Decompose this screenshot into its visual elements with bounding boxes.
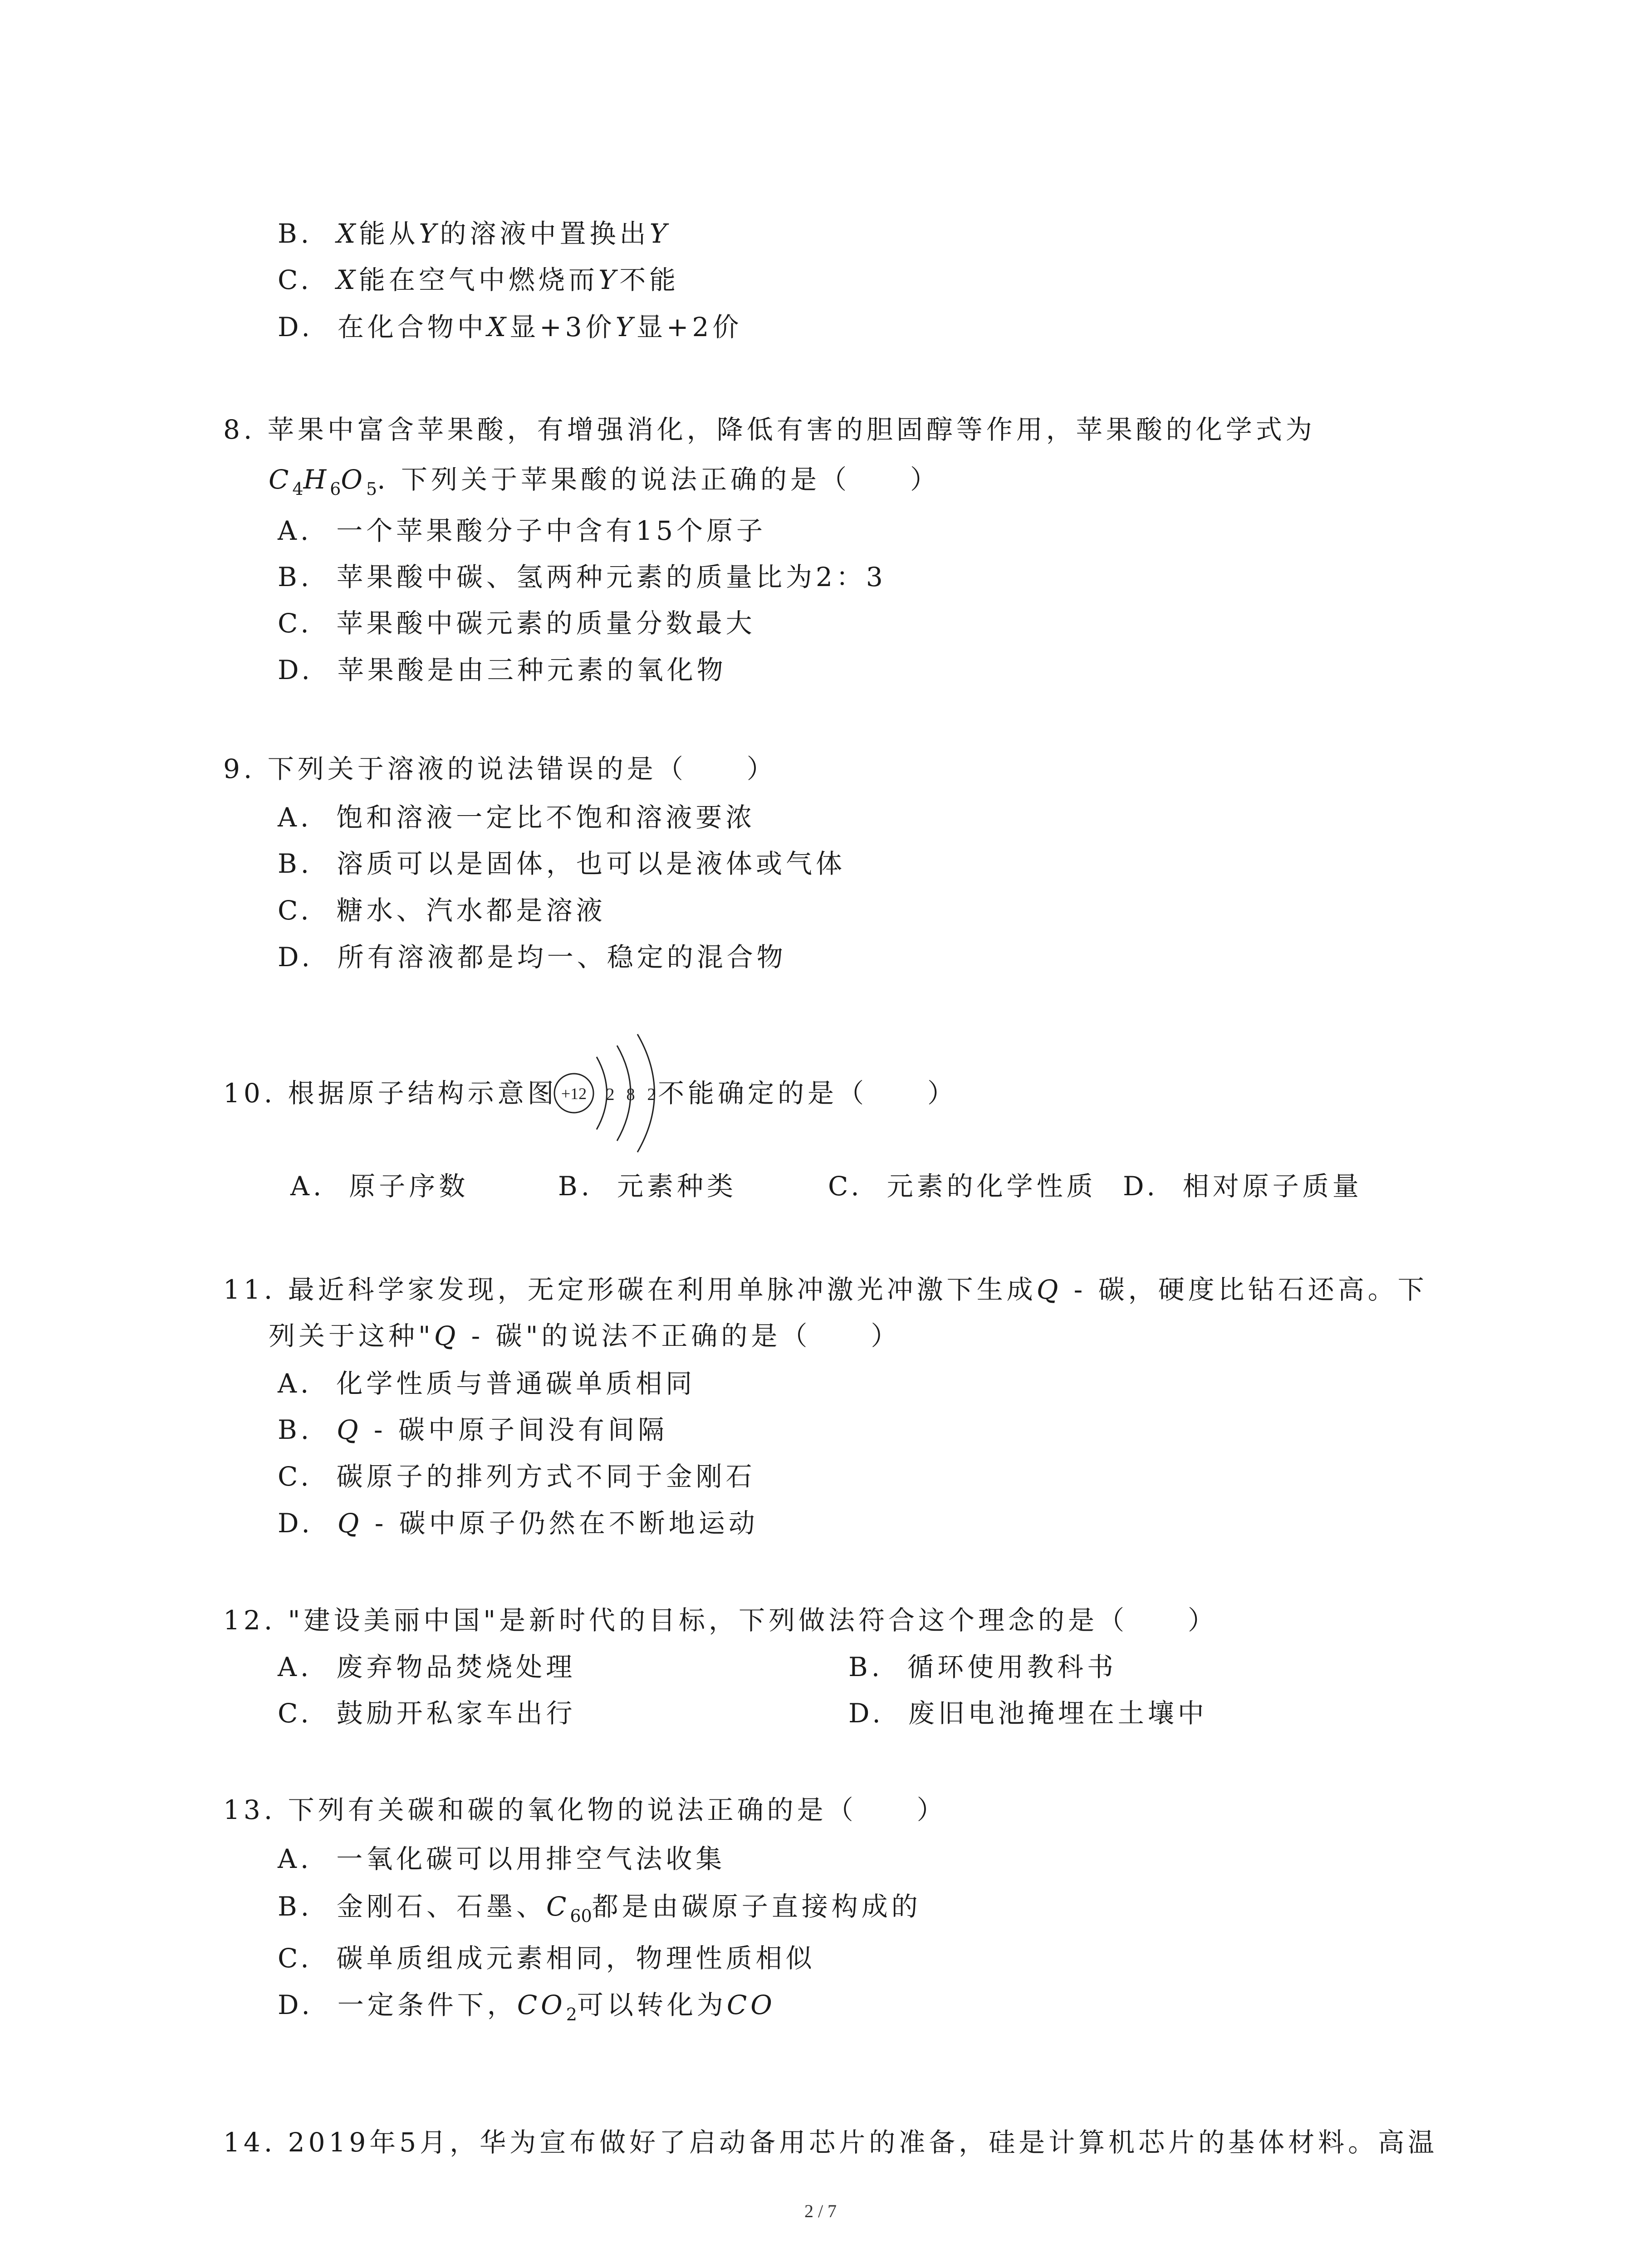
q12-option-c: C. 鼓励开私家车出行 bbox=[278, 1698, 576, 1729]
q10-stem-part2: 不能确定的是（ ） bbox=[658, 1078, 958, 1109]
q8-option-b: B. 苹果酸中碳、氢两种元素的质量比为2：3 bbox=[278, 562, 887, 592]
shell-3-electrons: 2 bbox=[647, 1085, 656, 1104]
q11-option-c: C. 碳原子的排列方式不同于金刚石 bbox=[278, 1461, 756, 1492]
q8-option-a: A. 一个苹果酸分子中含有15个原子 bbox=[278, 515, 767, 546]
q9-option-b: B. 溶质可以是固体，也可以是液体或气体 bbox=[278, 848, 846, 879]
q12-option-d: D. 废旧电池掩埋在土壤中 bbox=[848, 1698, 1208, 1729]
q10-option-c: C. 元素的化学性质 bbox=[828, 1171, 1097, 1202]
shell-1-electrons: 2 bbox=[606, 1085, 615, 1104]
q9-option-c: C. 糖水、汽水都是溶液 bbox=[278, 895, 606, 926]
q14-stem: 14. 2019年5月，华为宣布做好了启动备用芯片的准备，硅是计算机芯片的基体材料。高温 bbox=[223, 2127, 1438, 2158]
q8-option-c: C. 苹果酸中碳元素的质量分数最大 bbox=[278, 608, 756, 639]
formula-h: H bbox=[303, 464, 330, 495]
formula-c: C bbox=[269, 464, 293, 495]
q13-option-c: C. 碳单质组成元素相同，物理性质相似 bbox=[278, 1943, 816, 1974]
q10-stem-part1: 10. 根据原子结构示意图 bbox=[223, 1078, 558, 1109]
q8-option-d: D. 苹果酸是由三种元素的氧化物 bbox=[278, 655, 727, 685]
q11-stem-line2: 列关于这种"Q - 碳"的说法不正确的是（ ） bbox=[269, 1320, 901, 1351]
q9-option-d: D. 所有溶液都是均一、稳定的混合物 bbox=[278, 942, 787, 973]
nucleus-charge: +12 bbox=[561, 1085, 587, 1103]
q10-option-b: B. 元素种类 bbox=[558, 1171, 737, 1202]
q8-stem-line2: $C_4H_6O_5$. 下列关于苹果酸的说法正确的是（ ） bbox=[269, 464, 940, 499]
q12-stem: 12. "建设美丽中国"是新时代的目标，下列做法符合这个理念的是（ ） bbox=[223, 1605, 1218, 1636]
q7-option-c: C. X能在空气中燃烧而Y不能 bbox=[278, 264, 680, 295]
q11-option-a: A. 化学性质与普通碳单质相同 bbox=[278, 1368, 696, 1399]
q9-stem: 9. 下列关于溶液的说法错误的是（ ） bbox=[223, 753, 777, 784]
q11-option-d: D. Q - 碳中原子仍然在不断地运动 bbox=[278, 1508, 759, 1539]
q13-option-d: D. 一定条件下，$CO_2$可以转化为CO bbox=[278, 1989, 776, 2024]
formula-o: O bbox=[341, 464, 366, 495]
q9-option-a: A. 饱和溶液一定比不饱和溶液要浓 bbox=[278, 802, 756, 833]
electron-shell-1 bbox=[597, 1057, 607, 1129]
q12-option-b: B. 循环使用教科书 bbox=[848, 1652, 1117, 1682]
shell-2-electrons: 8 bbox=[626, 1085, 635, 1104]
page-number: 2 / 7 bbox=[804, 2201, 837, 2221]
q8-stem-line1: 8. 苹果中富含苹果酸，有增强消化，降低有害的胆固醇等作用，苹果酸的化学式为 bbox=[223, 414, 1316, 445]
q10-option-a: A. 原子序数 bbox=[290, 1171, 469, 1202]
q13-stem: 13. 下列有关碳和碳的氧化物的说法正确的是（ ） bbox=[223, 1794, 947, 1825]
q12-option-a: A. 废弃物品焚烧处理 bbox=[278, 1652, 576, 1682]
q7-option-d: D. 在化合物中X显+3价Y显+2价 bbox=[278, 312, 743, 342]
q7-option-b: B. X能从Y的溶液中置换出Y bbox=[278, 218, 671, 249]
q10-option-d: D. 相对原子质量 bbox=[1123, 1171, 1362, 1202]
q13-option-b: B. 金刚石、石墨、$C_{60}$都是由碳原子直接构成的 bbox=[278, 1891, 921, 1926]
q11-stem-line1: 11. 最近科学家发现，无定形碳在利用单脉冲激光冲激下生成Q - 碳，硬度比钻石还高。下 bbox=[223, 1274, 1428, 1305]
q11-option-b: B. Q - 碳中原子间没有间隔 bbox=[278, 1414, 668, 1445]
q13-option-a: A. 一氧化碳可以用排空气法收集 bbox=[278, 1843, 726, 1874]
